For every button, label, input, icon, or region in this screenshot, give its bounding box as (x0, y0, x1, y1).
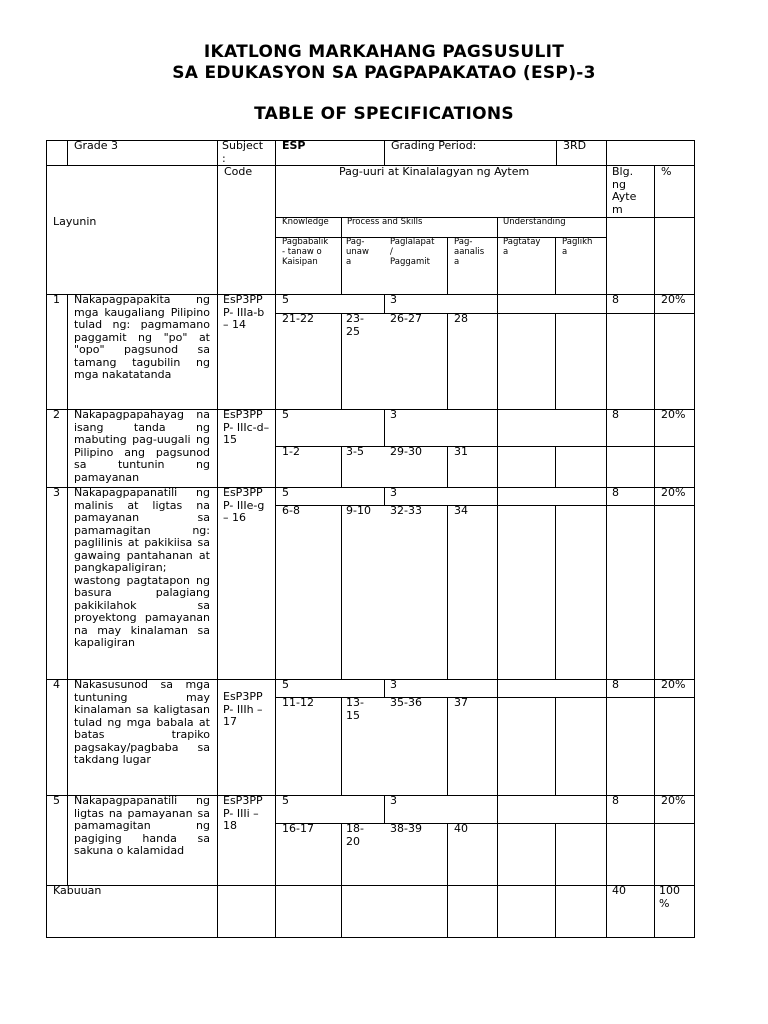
row-code: EsP3PP P- IIIi – 18 (223, 794, 263, 832)
row-percent: 20% (661, 293, 686, 306)
row-pag-aanalisa-items: 28 (454, 312, 468, 325)
row-process-count: 3 (390, 293, 397, 306)
table-rule (654, 237, 655, 295)
row-objective: Nakapagpapahayag na isang tanda ng mabuting pag-uugali ng Pilipino ang pagsunod sa tuntunin ng pamayanan (74, 408, 210, 484)
row-pag-unawa-items: 18- 20 (346, 822, 364, 848)
table-rule (46, 937, 695, 938)
table-rule (67, 409, 68, 488)
row-items-count: 8 (612, 794, 619, 807)
table-rule (275, 795, 695, 796)
row-knowledge-count: 5 (282, 293, 289, 306)
table-rule (606, 313, 695, 314)
column-header-pagtataya: Pagtatay a (503, 237, 541, 257)
row-pag-aanalisa-items: 31 (454, 445, 468, 458)
grade-label: Grade 3 (74, 139, 119, 152)
table-rule (67, 679, 68, 796)
page-subtitle: SA EDUKASYON SA PAGPAPAKATAO (ESP)-3 (172, 63, 596, 83)
table-rule (606, 679, 607, 796)
row-percent: 20% (661, 678, 686, 691)
row-objective: Nakasusunod sa mga tuntuning may kinalaman sa kaligtasan tulad ng mga babala at batas trapiko pagsakay/pagbaba sa takdang lugar (74, 678, 210, 766)
table-rule (654, 795, 655, 886)
table-rule (46, 885, 695, 886)
row-objective: Nakapagpapanatili ng ligtas na pamayanan sa pamamagitan ng pagiging handa sa sakuna o kalamidad (74, 794, 210, 857)
grading-period-label: Grading Period: (391, 139, 477, 152)
table-rule (341, 697, 342, 796)
table-rule (606, 885, 607, 938)
table-rule (555, 446, 556, 488)
table-rule (497, 294, 498, 410)
row-process-count: 3 (390, 678, 397, 691)
table-rule (606, 823, 695, 824)
table-rule (217, 679, 218, 796)
table-rule (606, 487, 607, 680)
table-rule (67, 294, 68, 410)
table-rule (654, 409, 655, 488)
table-rule (275, 409, 695, 410)
table-rule (654, 679, 655, 796)
table-rule (447, 237, 448, 295)
row-number: 1 (53, 293, 60, 306)
row-code: EsP3PP P- IIIh – 17 (223, 690, 263, 728)
table-rule (46, 140, 47, 938)
table-rule (497, 679, 498, 796)
table-rule (606, 217, 655, 218)
column-header-paglalapat: Paglalapat / Paggamit (390, 237, 435, 267)
column-header-knowledge: Knowledge (282, 217, 329, 227)
table-rule (606, 505, 695, 506)
table-rule (606, 697, 695, 698)
row-pagbabalik-items: 21-22 (282, 312, 314, 325)
column-header-classification: Pag-uuri at Kinalalagyan ng Aytem (339, 165, 530, 178)
table-rule (275, 294, 276, 410)
table-rule (217, 885, 218, 938)
total-percent: 100 % (659, 884, 680, 910)
row-percent: 20% (661, 794, 686, 807)
column-header-pagbabalik-tanaw: Pagbabalik - tanaw o Kaisipan (282, 237, 329, 267)
row-knowledge-count: 5 (282, 408, 289, 421)
row-pag-unawa-items: 13- 15 (346, 696, 364, 722)
table-rule (654, 487, 655, 680)
table-rule (654, 165, 655, 218)
row-pagbabalik-items: 6-8 (282, 504, 300, 517)
table-rule (217, 165, 218, 295)
table-rule (497, 409, 498, 488)
table-rule (384, 795, 385, 824)
row-process-count: 3 (390, 408, 397, 421)
table-rule (555, 697, 556, 796)
table-rule (275, 679, 276, 796)
row-paglalapat-items: 29-30 (390, 445, 422, 458)
row-paglalapat-items: 32-33 (390, 504, 422, 517)
table-rule (447, 313, 448, 410)
row-pag-aanalisa-items: 40 (454, 822, 468, 835)
table-rule (341, 217, 342, 295)
table-rule (447, 505, 448, 680)
row-items-count: 8 (612, 678, 619, 691)
table-rule (447, 885, 448, 938)
table-rule (555, 505, 556, 680)
table-rule (275, 885, 276, 938)
row-process-count: 3 (390, 794, 397, 807)
table-rule (654, 217, 695, 218)
row-pagbabalik-items: 1-2 (282, 445, 300, 458)
column-header-percent: % (661, 165, 672, 178)
table-rule (275, 697, 607, 698)
row-pag-unawa-items: 23- 25 (346, 312, 364, 338)
table-rule (606, 294, 607, 410)
table-rule (694, 140, 695, 938)
table-rule (654, 217, 655, 238)
table-rule (384, 409, 385, 447)
table-rule (217, 140, 218, 166)
table-rule (384, 140, 385, 166)
table-rule (606, 217, 607, 238)
row-paglalapat-items: 38-39 (390, 822, 422, 835)
row-code: EsP3PP P- IIIa-b – 14 (223, 293, 265, 331)
row-objective: Nakapagpapakita ng mga kaugaliang Pilipino tulad ng: pagmamano paggamit ng "po" at "opo" pagsunod sa tamang tagubilin ng mga nakatatanda (74, 293, 210, 381)
table-rule (275, 487, 695, 488)
table-rule (606, 795, 607, 886)
table-rule (384, 294, 385, 314)
row-process-count: 3 (390, 486, 397, 499)
table-rule (341, 313, 342, 410)
row-items-count: 8 (612, 293, 619, 306)
row-pag-aanalisa-items: 34 (454, 504, 468, 517)
subject-value: ESP (282, 139, 306, 152)
table-title: TABLE OF SPECIFICATIONS (254, 104, 514, 124)
table-rule (447, 446, 448, 488)
column-header-process-skills: Process and Skills (347, 217, 423, 227)
total-label: Kabuuan (53, 884, 102, 897)
table-rule (275, 487, 276, 680)
row-paglalapat-items: 35-36 (390, 696, 422, 709)
row-knowledge-count: 5 (282, 486, 289, 499)
row-items-count: 8 (612, 486, 619, 499)
row-pagbabalik-items: 11-12 (282, 696, 314, 709)
table-rule (447, 823, 448, 886)
table-rule (384, 487, 385, 506)
table-rule (275, 679, 695, 680)
table-rule (497, 885, 498, 938)
table-rule (217, 795, 218, 886)
row-knowledge-count: 5 (282, 678, 289, 691)
row-code: EsP3PP P- IIIe-g – 16 (223, 486, 265, 524)
table-rule (555, 823, 556, 886)
table-rule (606, 140, 607, 166)
table-rule (341, 505, 342, 680)
row-number: 2 (53, 408, 60, 421)
table-rule (275, 294, 695, 295)
table-rule (67, 487, 68, 680)
table-rule (217, 487, 218, 680)
table-rule (275, 313, 607, 314)
table-rule (341, 885, 342, 938)
row-pag-aanalisa-items: 37 (454, 696, 468, 709)
table-rule (654, 294, 655, 410)
column-header-pag-aanalisa: Pag- aanalis a (454, 237, 485, 267)
row-number: 4 (53, 678, 60, 691)
row-paglalapat-items: 26-27 (390, 312, 422, 325)
table-rule (275, 165, 276, 295)
table-rule (384, 679, 385, 698)
row-pag-unawa-items: 9-10 (346, 504, 371, 517)
table-rule (217, 409, 218, 488)
page-title: IKATLONG MARKAHANG PAGSUSULIT (203, 42, 565, 62)
table-rule (275, 823, 607, 824)
table-rule (694, 165, 695, 218)
table-rule (275, 795, 276, 886)
grading-period-value: 3RD (563, 139, 587, 152)
table-rule (447, 697, 448, 796)
table-rule (46, 140, 695, 141)
row-pag-unawa-items: 3-5 (346, 445, 364, 458)
table-rule (497, 795, 498, 886)
column-header-pag-unawa: Pag- unaw a (346, 237, 369, 267)
row-pagbabalik-items: 16-17 (282, 822, 314, 835)
table-rule (555, 237, 556, 295)
table-rule (497, 487, 498, 680)
table-rule (555, 885, 556, 938)
table-rule (341, 823, 342, 886)
subject-label: Subject : (222, 139, 264, 165)
row-percent: 20% (661, 486, 686, 499)
table-rule (654, 885, 655, 938)
row-percent: 20% (661, 408, 686, 421)
table-rule (606, 446, 695, 447)
row-knowledge-count: 5 (282, 794, 289, 807)
row-items-count: 8 (612, 408, 619, 421)
column-header-code: Code (224, 165, 253, 178)
column-header-blg-ng-aytem: Blg. ng Ayte m (612, 165, 637, 216)
table-rule (67, 795, 68, 886)
row-number: 5 (53, 794, 60, 807)
table-rule (275, 446, 607, 447)
table-rule (275, 505, 607, 506)
table-rule (217, 294, 218, 410)
table-rule (556, 140, 557, 166)
total-items: 40 (612, 884, 626, 897)
column-header-understanding: Understanding (503, 217, 566, 227)
row-code: EsP3PP P- IIIc-d– 15 (223, 408, 270, 446)
table-rule (67, 140, 68, 166)
table-rule (275, 140, 276, 166)
column-header-paglikha: Paglikh a (562, 237, 593, 257)
table-rule (606, 409, 607, 488)
row-objective: Nakapagpapanatili ng malinis at ligtas na pamayanan sa pamamagitan ng: paglilinis at pakikiisa sa gawaing pantahanan at pangkapaligiran; wastong pagtatapon ng basura palagiang pakikilahok sa proyektong pamayanan na may kinalaman sa kapaligiran (74, 486, 210, 649)
row-number: 3 (53, 486, 60, 499)
table-rule (555, 313, 556, 410)
table-rule (497, 217, 498, 295)
column-header-layunin: Layunin (53, 215, 97, 228)
table-rule (341, 446, 342, 488)
table-rule (275, 409, 276, 488)
